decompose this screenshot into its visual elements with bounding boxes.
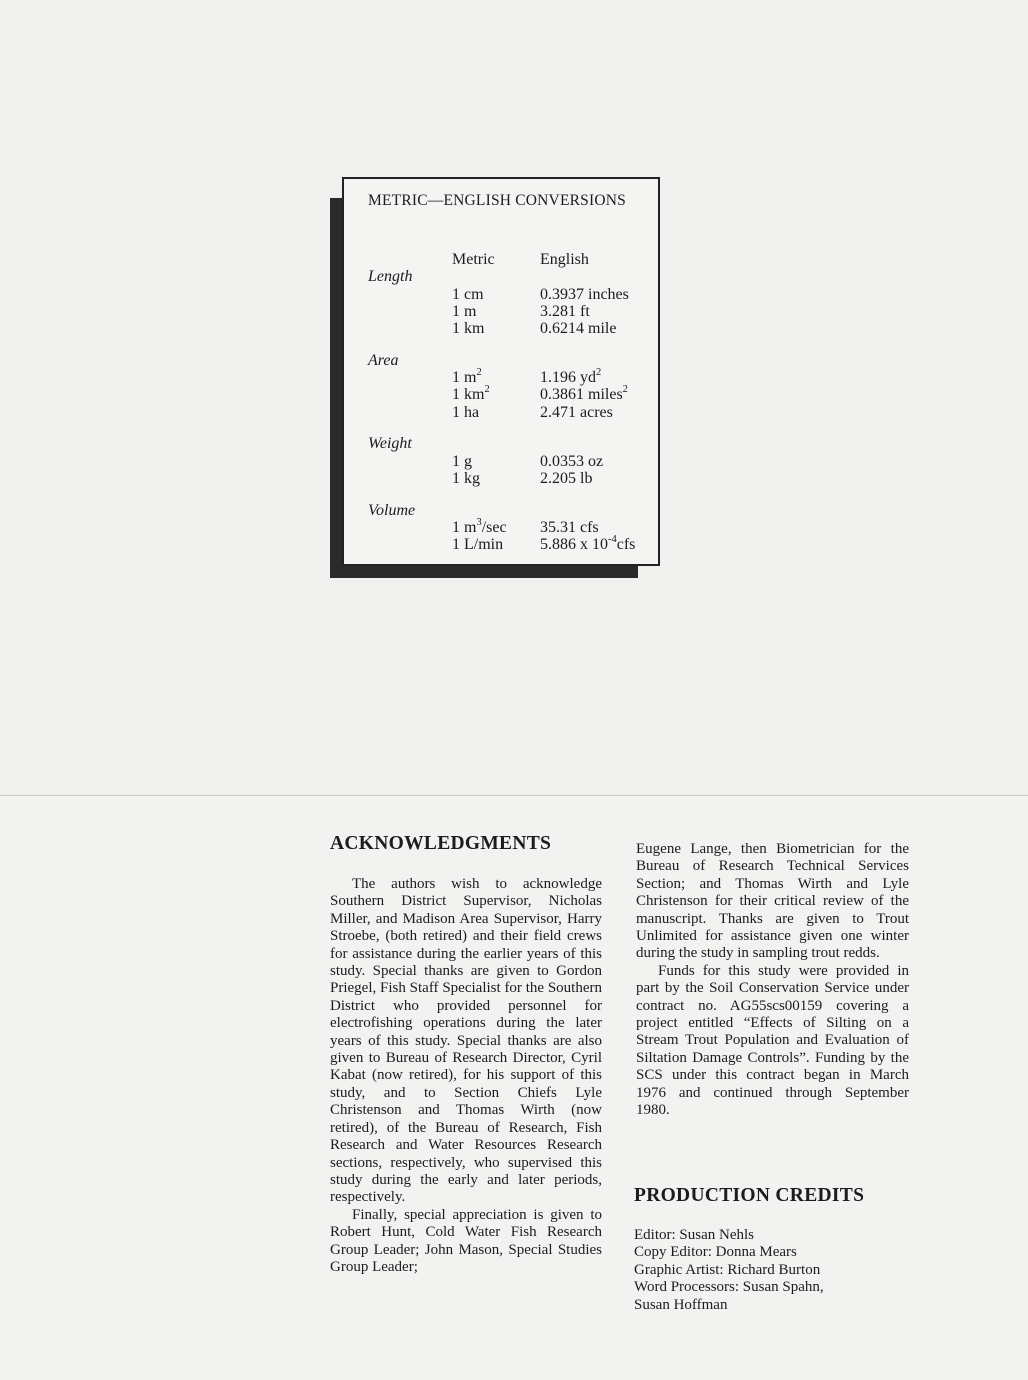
metric-square-km: 1 $km^2$ [452,384,490,403]
conversion-box [342,177,660,566]
category-volume: Volume [368,502,416,519]
english-column-header: English [540,251,589,268]
english-mile: 0.6214 mile [540,320,617,337]
metric-l-min: 1 L/min [452,536,504,553]
acknowledgments-column-right [636,841,909,1120]
acknowledgments-heading: ACKNOWLEDGMENTS [330,833,552,854]
english-cfs-exp: 5.886 x $10^{-4}cfs$ [540,534,636,553]
acknowledgments-column-left [330,876,602,1276]
metric-square-m: 1 $m^2$ [452,367,482,386]
metric-g: 1 g [452,453,472,470]
english-inches: 0.3937 inches [540,286,629,303]
conversion-title: METRIC—ENGLISH CONVERSIONS [368,192,626,209]
metric-m: 1 m [452,303,477,320]
metric-column-header: Metric [452,251,495,268]
production-credits-heading: PRODUCTION CREDITS [634,1185,865,1206]
category-area: Area [368,352,399,369]
credit-graphic-artist: Graphic Artist: Richard Burton [634,1261,821,1278]
acknowledgments-paragraph-1: The authors wish to acknowledge Southern District Supervisor, Nicholas Miller, and Madison Area Supervisor, Harry Stroebe, (both retired) and their field crews for assistance during the earlier years of this study. Special thanks are given to Gordon Priegel, Fish Staff Specialist for the Southern District who provided personnel for electrofishing operations during the later years of this study. Special thanks are also given to Bureau of Research Director, Cyril Kabat (now retired), for his support of this study, and to Section Chiefs Lyle Christenson and Thomas Wirth (now retired), of the Bureau of Research, Fish Research and Water Resources Research sections, respectively, who supervised this study during the early and later periods, respectively. [330,876,602,1206]
english-square-miles: 0.3861 miles$^2$ [540,384,628,403]
english-cfs: 35.31 cfs [540,519,599,536]
english-acres: 2.471 acres [540,404,613,421]
acknowledgments-paragraph-3: Funds for this study were provided in part by the Soil Conservation Service under contract no. AG55scs00159 covering a project entitled “Effects of Silting on a Stream Trout Population and Evaluation of Siltation Damage Controls”. Funding by the SCS under this contract began in March 1976 and continued through September 1980. [636,962,909,1119]
credit-word-processors: Word Processors: Susan Spahn, [634,1279,824,1296]
metric-kg: 1 kg [452,470,480,487]
category-length: Length [368,268,413,285]
english-lb: 2.205 lb [540,470,593,487]
production-credits-list [634,1227,824,1314]
credit-editor: Editor: Susan Nehls [634,1227,754,1243]
category-weight: Weight [368,435,412,452]
acknowledgments-paragraph-2: Finally, special appreciation is given to Robert Hunt, Cold Water Fish Research Group Leader; John Mason, Special Studies Group Leader; [330,1206,602,1275]
credit-word-processors-2: Susan Hoffman [634,1296,728,1313]
metric-cubic-m-sec: 1 $m^3/\sec$ [452,517,507,536]
credit-copy-editor: Copy Editor: Donna Mears [634,1244,797,1261]
english-square-yd: 1.196 $yd^2$ [540,367,602,386]
english-ft: 3.281 ft [540,303,590,320]
metric-ha: 1 ha [452,404,480,421]
english-oz: 0.0353 oz [540,453,604,470]
acknowledgments-paragraph-2-continued: Eugene Lange, then Biometrician for the Bureau of Research Technical Services Section; and Thomas Wirth and Lyle Christenson for their critical review of the manuscript. Thanks are given to Trout Unlimited for assistance given one winter during the study in sampling trout redds. [636,841,909,962]
metric-cm: 1 cm [452,286,484,303]
metric-km: 1 km [452,320,485,337]
